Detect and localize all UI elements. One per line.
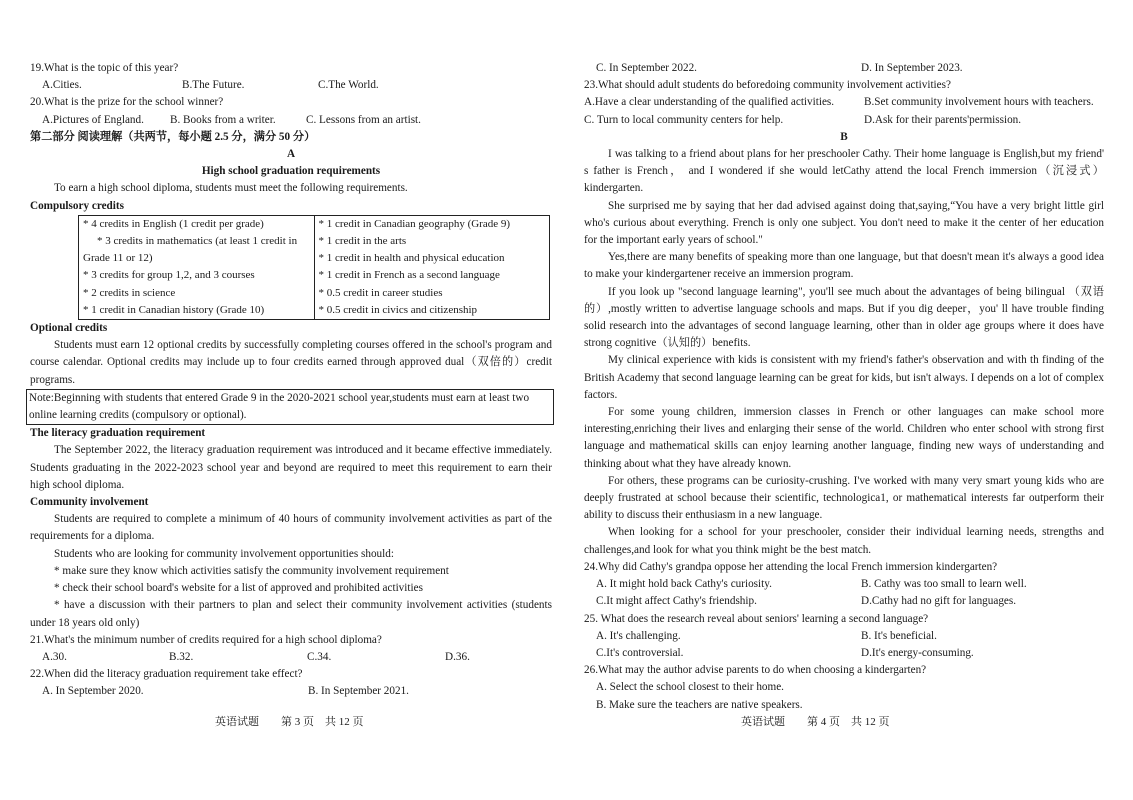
option: B.The Future. bbox=[182, 79, 245, 92]
community-text: Students are required to complete a minimum of 40 hours of community involvement activities as part of the requirements for a diploma. bbox=[30, 513, 552, 543]
option: A. It might hold back Cathy's curiosity. bbox=[596, 578, 772, 591]
question-21-options bbox=[30, 649, 552, 666]
question-19-options bbox=[30, 77, 552, 94]
credit-item: * 1 credit in French as a second language bbox=[318, 269, 500, 282]
credit-item: * 0.5 credit in civics and citizenship bbox=[318, 303, 478, 316]
question-25-options-1 bbox=[584, 628, 1104, 645]
question-22: 22.When did the literacy graduation requirement take effect? bbox=[30, 668, 303, 681]
question-23-options-1 bbox=[584, 94, 1104, 111]
compulsory-heading: Compulsory credits bbox=[30, 199, 124, 212]
credits-column-right bbox=[314, 215, 550, 319]
option: A.Pictures of England. bbox=[42, 113, 144, 126]
question-23-options-2 bbox=[584, 112, 1104, 129]
question-26-option-a: A. Select the school closest to their home. bbox=[596, 681, 784, 694]
credits-column-left bbox=[79, 215, 315, 319]
credit-item: * 2 credits in science bbox=[83, 286, 176, 299]
option: B.32. bbox=[169, 650, 194, 663]
option: D.36. bbox=[445, 650, 470, 663]
question-19: 19.What is the topic of this year? bbox=[30, 62, 179, 74]
compulsory-credits-table bbox=[78, 215, 550, 320]
optional-heading: Optional credits bbox=[30, 322, 108, 335]
paragraph-3: Yes,there are many benefits of speaking more than one language, but that doesn't mean it's always a good idea to make your kindergartener receive an immersion program. bbox=[584, 251, 1104, 281]
option: C.It's controversial. bbox=[596, 646, 684, 659]
credit-item: * 1 credit in Canadian history (Grade 10) bbox=[83, 303, 265, 316]
question-25: 25. What does the research reveal about seniors' learning a second language? bbox=[584, 612, 929, 625]
option: C.34. bbox=[307, 650, 332, 663]
credit-item: * 1 credit in Canadian geography (Grade 9) bbox=[318, 217, 511, 230]
option: A.Have a clear understanding of the qualified activities. bbox=[584, 96, 835, 109]
footer-page-4: 英语试题 第 4 页 共 12 页 bbox=[741, 716, 890, 728]
bullet-1: * make sure they know which activities satisfy the community involvement requirement bbox=[54, 564, 449, 577]
passage-b-letter: B bbox=[840, 130, 848, 143]
option: A.Cities. bbox=[42, 79, 82, 92]
option: C.The World. bbox=[318, 79, 379, 92]
option: C. In September 2022. bbox=[596, 62, 697, 74]
option: A. It's challenging. bbox=[596, 629, 681, 642]
option: D. In September 2023. bbox=[861, 62, 963, 74]
paragraph-2: She surprised me by saying that her dad advised against doing that,saying,“You have a very bright little girl who's curious about everything. French is only one subject. You don't need to make it the center of her education for the important early years of school." bbox=[584, 199, 1104, 247]
credit-item: * 4 credits in English (1 credit per grade) bbox=[83, 217, 264, 230]
passage-title: High school graduation requirements bbox=[201, 165, 381, 178]
left-page bbox=[30, 60, 552, 701]
question-21: 21.What's the minimum number of credits required for a high school diploma? bbox=[30, 633, 382, 646]
bullet-2: * check their school board's website for a list of approved and prohibited activities bbox=[54, 582, 423, 595]
literacy-text: The September 2022, the literacy graduation requirement was introduced and it became effective immediately. Students graduating in the 2022-2023 school year and beyond are required to meet this requirement to earn their high school diploma. bbox=[30, 444, 552, 491]
question-20-options bbox=[30, 112, 552, 129]
community-heading: Community involvement bbox=[30, 496, 149, 509]
question-23: 23.What should adult students do beforedoing community involvement activities? bbox=[584, 79, 951, 92]
note-box: Note:Beginning with students that entered Grade 9 in the 2020-2021 school year,students must earn at least two online learning credits (compulsory or optional). bbox=[26, 389, 554, 425]
paragraph-1: I was talking to a friend about plans for her preschooler Cathy. Their home language is English,but my friend' s father is French， and I wondered if she would letCathy attend the local French immersion（沉浸式）kindergarten. bbox=[584, 148, 1104, 195]
question-25-options-2 bbox=[584, 645, 1104, 662]
option: D.Cathy had no gift for languages. bbox=[861, 595, 1017, 608]
option: D.Ask for their parents'permission. bbox=[864, 113, 1022, 126]
passage-letter: A bbox=[286, 148, 296, 161]
question-20: 20.What is the prize for the school winner? bbox=[30, 96, 224, 109]
paragraph-4: If you look up "second language learning", you'll see much about the advantages of being bilingual （双语的）,mostly written to advertise language schools and maps. But if you dig deeper，you' ll have trouble finding solid research into the advantages of second language learning, other than in older age groups where it does have strong cognitive（认知的）benefits. bbox=[584, 285, 1104, 350]
option: B. Books from a writer. bbox=[170, 113, 276, 126]
question-24-options-2 bbox=[584, 593, 1104, 610]
right-page bbox=[584, 60, 1104, 714]
bullet-3: * have a discussion with their partners to plan and select their community involvement activities (students under 18 years old only) bbox=[30, 599, 552, 629]
question-26: 26.What may the author advise parents to do when choosing a kindergarten? bbox=[584, 664, 927, 677]
question-22-options-cont bbox=[584, 60, 1104, 77]
option: C. Lessons from an artist. bbox=[306, 113, 421, 126]
option: C.It might affect Cathy's friendship. bbox=[596, 595, 757, 608]
option: D.It's energy-consuming. bbox=[861, 646, 974, 659]
footer-page-3: 英语试题 第 3 页 共 12 页 bbox=[215, 716, 364, 728]
intro-text: To earn a high school diploma, students must meet the following requirements. bbox=[54, 182, 408, 195]
option: B. In September 2021. bbox=[308, 685, 409, 698]
credit-item: * 1 credit in health and physical education bbox=[318, 252, 505, 265]
question-24-options-1 bbox=[584, 576, 1104, 593]
question-26-option-b: B. Make sure the teachers are native speakers. bbox=[596, 698, 803, 711]
paragraph-5: My clinical experience with kids is consistent with my friend's father's observation and with th finding of the British Academy that second language learning can be great for kids, but isn't always. I depends on a lot of complex factors. bbox=[584, 354, 1104, 401]
credit-item: * 0.5 credit in career studies bbox=[318, 286, 443, 299]
question-24: 24.Why did Cathy's grandpa oppose her attending the local French immersion kindergarten? bbox=[584, 560, 998, 573]
optional-text: Students must earn 12 optional credits by successfully completing courses offered in the school's program and course calendar. Optional credits may include up to four credits earned through approved dual（双倍的）credit programs. bbox=[30, 339, 552, 386]
credit-item: * 3 credits for group 1,2, and 3 courses bbox=[83, 269, 255, 282]
section-2-heading: 第二部分 阅读理解（共两节，每小题 2.5 分，满分 50 分） bbox=[30, 130, 316, 143]
question-22-options bbox=[30, 683, 552, 700]
option: A. In September 2020. bbox=[42, 685, 144, 698]
literacy-heading: The literacy graduation requirement bbox=[30, 427, 206, 440]
credit-item: * 1 credit in the arts bbox=[318, 235, 407, 248]
paragraph-7: For others, these programs can be curiosity-crushing. I've worked with many very smart young kids who are deeply frustrated at school because their scientific, technologica1, or mathematical interests far outperform their ability to discuss their enthusiasm in a new language. bbox=[584, 474, 1104, 522]
credit-item: * 3 credits in mathematics (at least 1 credit in Grade 11 or 12) bbox=[83, 235, 298, 265]
paragraph-8: When looking for a school for your preschooler, consider their individual learning needs, strengths and challenges,and look for what you think might be the best match. bbox=[584, 526, 1104, 556]
option: A.30. bbox=[42, 650, 67, 663]
option: B.Set community involvement hours with teachers. bbox=[864, 96, 1094, 109]
option: B. Cathy was too small to learn well. bbox=[861, 578, 1027, 591]
option: C. Turn to local community centers for help. bbox=[584, 113, 784, 126]
paragraph-6: For some young children, immersion classes in French or other languages can make school more interesting,enriching their lives and enlarging their sense of the world. Children who enter school with strong first language and mathematical skills can enjoy learning another language, finding new ways of understanding and thinking about what they have already known. bbox=[584, 406, 1104, 470]
community-should: Students who are looking for community involvement opportunities should: bbox=[54, 547, 394, 560]
option: B. It's beneficial. bbox=[861, 629, 937, 642]
